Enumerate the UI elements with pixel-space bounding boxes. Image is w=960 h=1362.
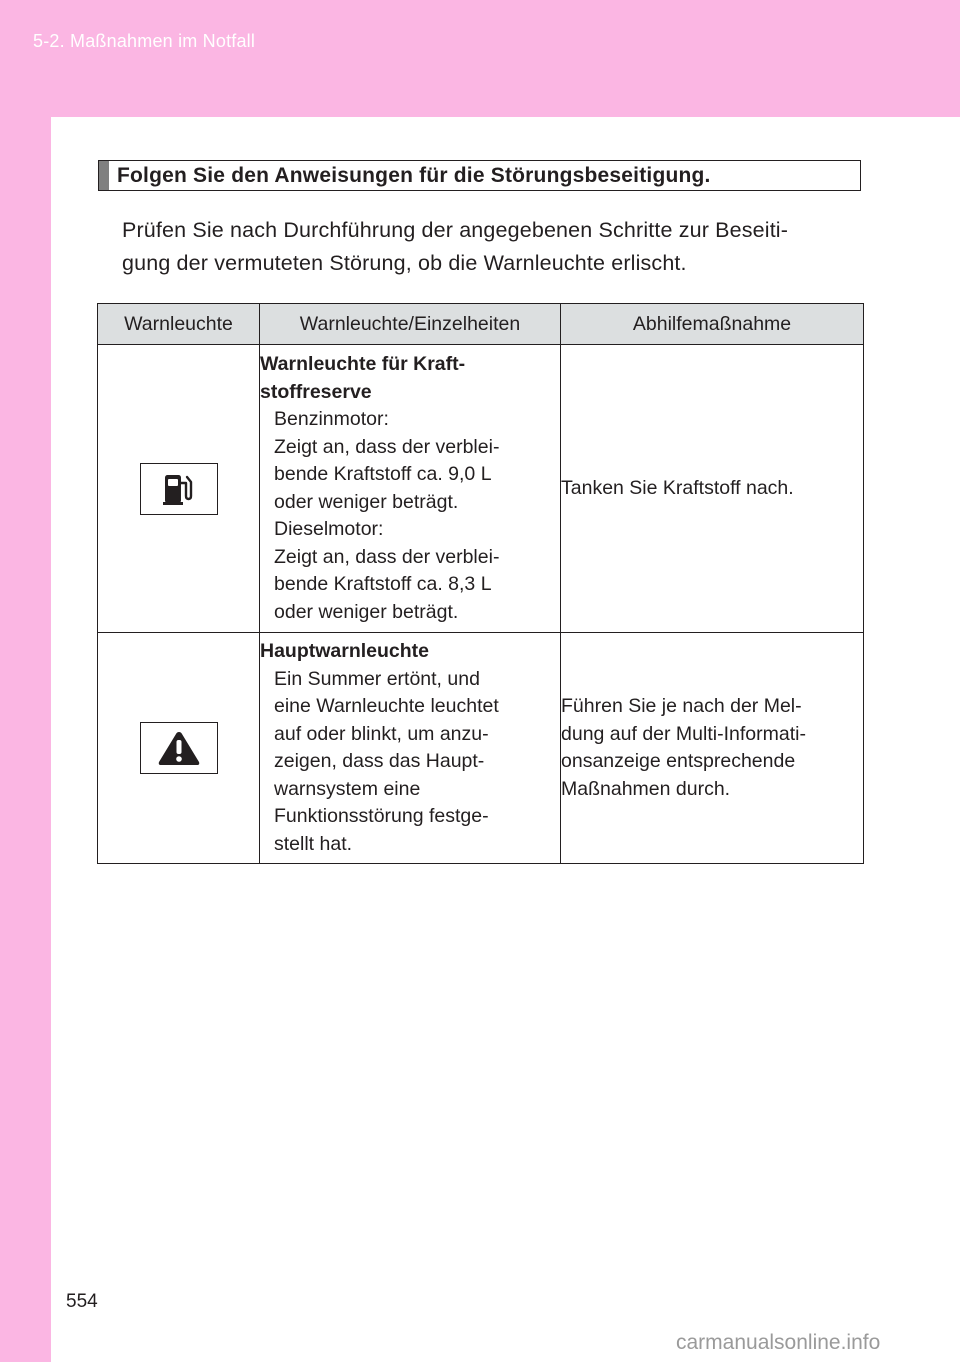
warning-triangle-icon <box>140 722 218 774</box>
heading-text: Folgen Sie den Anweisungen für die Störungsbeseitigung. <box>117 163 711 187</box>
detail-body: Benzinmotor: Zeigt an, dass der verblei- bende Kraftstoff ca. 9,0 L oder weniger beträgt. Dieselmotor: Zeigt an, dass der verblei- bende Kraftstoff ca. 8,3 L oder weniger beträgt. <box>274 408 500 623</box>
header-band <box>0 0 960 117</box>
section-heading <box>98 160 861 191</box>
column-header: Warnleuchte/Einzelheiten <box>260 304 561 345</box>
column-header: Warnleuchte <box>98 304 260 345</box>
detail-title: Hauptwarnleuchte <box>260 640 430 662</box>
detail-cell <box>260 345 561 633</box>
detail-title: Warnleuchte für Kraft- stoffreserve <box>260 353 466 403</box>
icon-cell <box>98 345 260 633</box>
column-header: Abhilfemaßnahme <box>561 304 864 345</box>
warning-light-table <box>97 303 864 864</box>
section-label: 5-2. Maßnahmen im Notfall <box>33 31 256 51</box>
intro-line: Prüfen Sie nach Durchführung der angegebenen Schritte zur Beseiti- <box>122 218 789 242</box>
side-band <box>0 117 51 1362</box>
icon-cell <box>98 633 260 864</box>
detail-cell <box>260 633 561 864</box>
table-row <box>98 633 864 864</box>
heading-accent-bar <box>99 161 109 190</box>
table-header-row <box>98 304 864 345</box>
watermark: carmanualsonline.info <box>676 1331 881 1354</box>
table-row <box>98 345 864 633</box>
remedy-cell: Tanken Sie Kraftstoff nach. <box>561 345 864 633</box>
page-number: 554 <box>66 1291 98 1312</box>
remedy-cell: Führen Sie je nach der Mel- dung auf der Multi-Informati- onsanzeige entsprechende Maßnahmen durch. <box>561 633 864 864</box>
fuel-pump-icon <box>140 463 218 515</box>
intro-paragraph <box>122 214 872 280</box>
intro-line: gung der vermuteten Störung, ob die Warnleuchte erlischt. <box>122 251 687 275</box>
detail-body: Ein Summer ertönt, und eine Warnleuchte leuchtet auf oder blinkt, um anzu- zeigen, dass das Haupt- warnsystem eine Funktionsstörung festge- stellt hat. <box>274 667 499 855</box>
